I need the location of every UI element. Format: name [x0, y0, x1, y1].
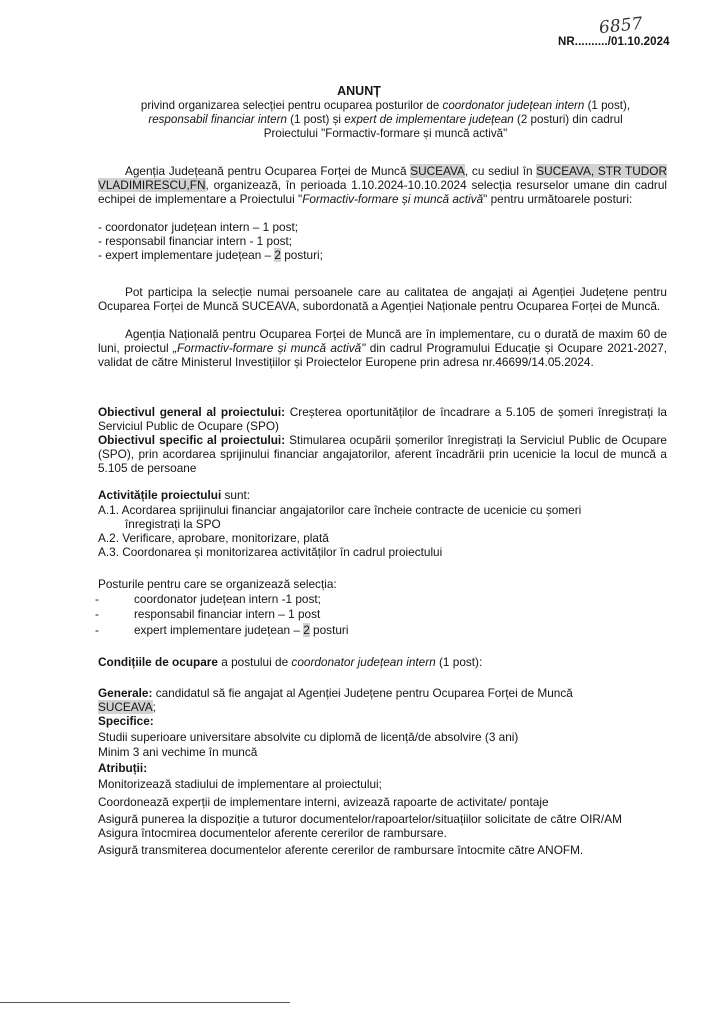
general-objective-label: Obiectivul general al proiectului: [98, 405, 286, 419]
post-count: 2 [274, 248, 281, 262]
responsibility-item: Coordonează experții de implementare interni, avizează rapoarte de activitate/ pontaje [98, 795, 549, 809]
project-name: „Formactiv-formare și muncă activă" [173, 341, 366, 355]
conditions-label: Condițiile de ocupare [98, 655, 218, 669]
activity-item: A.2. Verificare, aprobare, monitorizare, plată [98, 531, 329, 545]
activities-heading-label: Activitățile proiectului [98, 488, 222, 502]
conditions-text: a postului de [217, 655, 292, 669]
document-subtitle [108, 99, 663, 141]
posts-list-item: coordonator județean intern -1 post; [134, 592, 321, 606]
document-title: ANUNȚ [337, 84, 381, 98]
specific-conditions-label: Specifice: [98, 714, 154, 728]
post-item [98, 248, 323, 262]
intro-paragraph [98, 164, 667, 206]
general-conditions [98, 686, 573, 700]
registration-number [558, 13, 670, 48]
post-item-text: posturi; [280, 248, 323, 262]
county-name: SUCEAVA [98, 700, 153, 714]
intro-text: Agenția Județeană pentru Ocuparea Forței de Muncă [125, 164, 411, 178]
activity-item-continuation: înregistrați la SPO [125, 517, 221, 531]
posts-list-item [134, 623, 348, 637]
posts-list-dash: - [95, 607, 99, 621]
handwritten-number: 6857 [598, 13, 644, 39]
intro-text: , organizează, în perioada 1.10.2024-10.10.2024 selecția resurselor umane din cadrul echipei de implementare a Proiectului " [98, 178, 667, 206]
intro-text: " pentru următoarele posturi: [483, 192, 633, 206]
nr-label: NR. [558, 36, 579, 48]
responsibility-item: Asigură transmiterea documentelor aferente cererilor de rambursare întocmite către ANOFM. [98, 843, 584, 857]
subtitle-text: (1 post) și [286, 113, 345, 126]
activity-item: A.1. Acordarea sprijinului financiar angajatorilor care încheie contracte de ucenicie cu șomeri [98, 503, 582, 517]
general-objective-text: Creșterea oportunităților de încadrare a 5.105 de șomeri înregistrați la Serviciul Public de Ocupare (SPO) [98, 405, 667, 433]
conditions-text: (1 post): [435, 655, 483, 669]
subtitle-text: (2 posturi) din cadrul [513, 113, 623, 126]
intro-text: , cu sediul în [464, 164, 537, 178]
subtitle-post-3: expert de implementare județean [344, 113, 514, 126]
conditions-heading [98, 655, 482, 669]
posts-list-dash: - [95, 623, 99, 637]
nr-dots-date: ........./01.10.2024 [578, 36, 670, 48]
posts-list-dash: - [95, 592, 99, 606]
activities-heading [98, 488, 250, 502]
project-text: Agenția Națională pentru Ocuparea Forței de Muncă are în implementare, cu o durată de maxim 60 de luni, proiectul [98, 327, 667, 355]
subtitle-post-2: responsabil financiar intern [148, 113, 287, 126]
post-item: - coordonator județean intern – 1 post; [98, 220, 299, 234]
post-item: - responsabil financiar intern - 1 post; [98, 234, 293, 248]
subtitle-text: privind organizarea selecției pentru ocuparea posturilor de [140, 99, 443, 112]
specific-objective-text: Stimularea ocupării șomerilor înregistrați la Serviciul Public de Ocupare (SPO), prin acordarea sprijinului financiar angajatorilor, aferent încadrării prin ucenicie la locul de muncă a 5.105 de persoane [98, 433, 667, 475]
post-item-text: - expert implementare județean – [98, 248, 275, 262]
subtitle-text: (1 post), [584, 99, 631, 112]
eligibility-paragraph: Pot participa la selecție numai persoanele care au calitatea de angajați ai Agenției Județene pentru Ocuparea Forței de Muncă SUCEAVA, subordonată a Agenției Naționale pentru Ocuparea Forței de Muncă. [98, 285, 667, 313]
specific-condition: Studii superioare universitare absolvite cu diplomă de licență/de absolvire (3 ani) [98, 730, 519, 744]
footer-divider [0, 1002, 290, 1003]
responsibilities-label: Atribuții: [98, 761, 148, 775]
subtitle-post-1: coordonator județean intern [442, 99, 585, 112]
posts-list-item-text: expert implementare județean – [134, 623, 304, 637]
specific-objective-label: Obiectivul specific al proiectului: [98, 433, 286, 447]
activities-heading-suffix: sunt: [221, 488, 251, 502]
project-paragraph [98, 327, 667, 369]
project-name: Formactiv-formare și muncă activă [302, 192, 484, 206]
activity-item: A.3. Coordonarea și monitorizarea activităților în cadrul proiectului [98, 545, 443, 559]
subtitle-project: Proiectului "Formactiv-formare și muncă activă" [263, 127, 508, 140]
post-count: 2 [303, 623, 310, 637]
general-objective [98, 405, 667, 433]
office-address: SUCEAVA, STR TUDOR VLADIMIRESCU,FN [98, 164, 667, 192]
responsibility-item: Asigură punerea la dispoziție a tuturor documentelor/rapoartelor/situațiilor solicitate de către OIR/AM [98, 812, 622, 826]
general-conditions-label: Generale: [98, 686, 153, 700]
posts-list-heading: Posturile pentru care se organizează selecția: [98, 577, 337, 591]
specific-condition: Minim 3 ani vechime în muncă [98, 745, 258, 759]
specific-objective [98, 433, 667, 475]
responsibility-item: Monitorizează stadiului de implementare al proiectului; [98, 777, 382, 791]
posts-list-item-text: posturi [309, 623, 349, 637]
posts-list-item: responsabil financiar intern – 1 post [134, 607, 321, 621]
general-conditions-end: ; [152, 700, 156, 714]
responsibility-item: Asigura întocmirea documentelor aferente cererilor de rambursare. [98, 826, 447, 840]
general-conditions-county [98, 700, 156, 714]
conditions-post: coordonator județean intern [291, 655, 436, 669]
general-conditions-text: candidatul să fie angajat al Agenției Județene pentru Ocuparea Forței de Muncă [152, 686, 573, 700]
county-name: SUCEAVA [410, 164, 465, 178]
project-text: din cadrul Programului Educație și Ocupare 2021-2027, validat de către Ministerul Investițiilor și Proiectelor Europene prin adresa nr.46699/14.05.2024. [98, 341, 667, 369]
